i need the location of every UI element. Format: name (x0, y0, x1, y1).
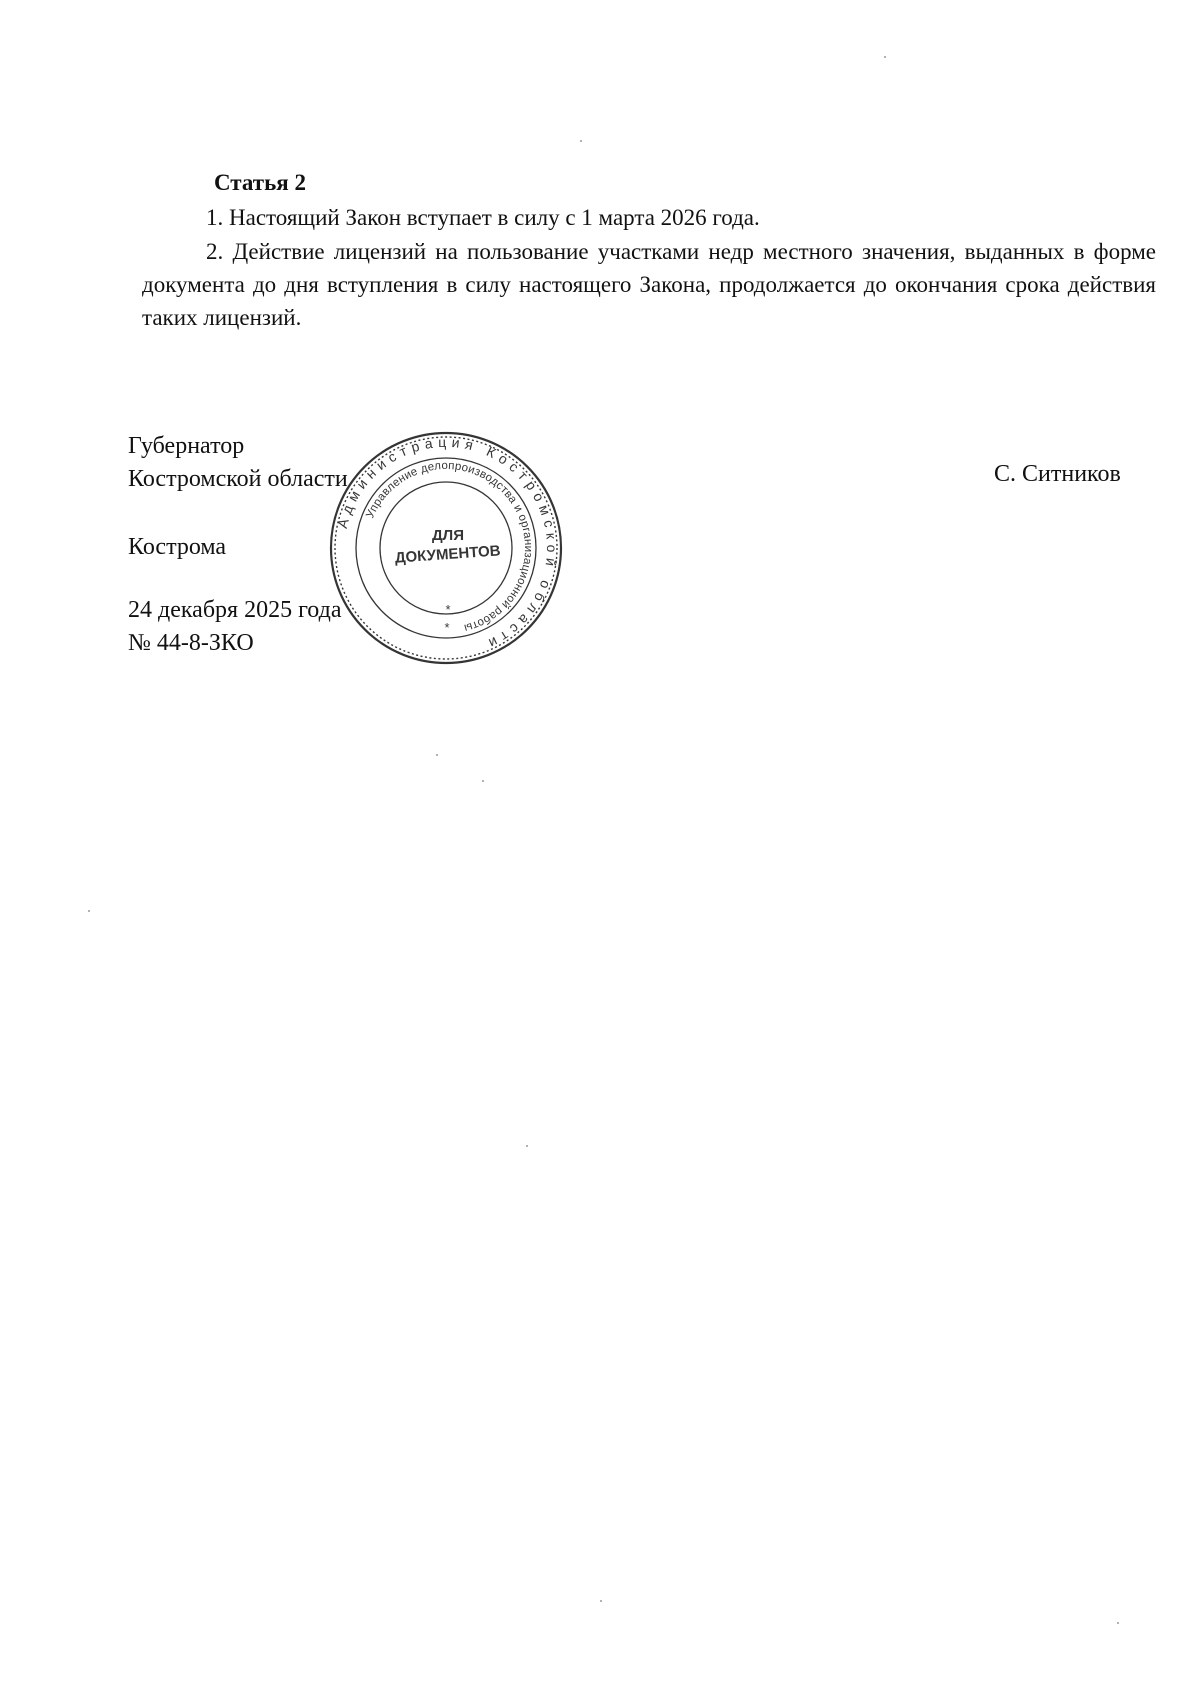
seal-star-top: * (445, 602, 451, 617)
seal-star-bottom: * (444, 620, 450, 635)
scan-speck (884, 56, 886, 58)
signing-date: 24 декабря 2025 года (128, 597, 342, 623)
scan-speck (580, 140, 582, 142)
scan-speck (1117, 1622, 1119, 1624)
scan-speck (436, 754, 438, 756)
scan-speck (482, 780, 484, 782)
article-paragraph-1: 1. Настоящий Закон вступает в силу с 1 марта 2026 года. (206, 205, 760, 230)
article-heading: Статья 2 (214, 170, 306, 195)
seal-graphic (326, 428, 566, 668)
signatory-title-line-1: Губернатор (128, 433, 245, 459)
seal-center-line-2: ДОКУМЕНТОВ (394, 542, 502, 567)
scan-speck (526, 1145, 528, 1147)
article-paragraph-2: 2. Действие лицензий на пользование участками недр местного значения, выданных в форме документа до дня вступления в силу настоящего Закона, продолжается до окончания срока действия таких лицензий. (142, 239, 1156, 330)
law-number: № 44-8-ЗКО (128, 630, 254, 656)
place-of-signing: Кострома (128, 534, 227, 560)
seal-center-line-1: ДЛЯ (432, 527, 464, 544)
scan-speck (88, 910, 90, 912)
scan-speck (600, 1600, 602, 1602)
signatory-name: С. Ситников (994, 461, 1121, 487)
official-seal (326, 428, 566, 668)
seal-outer-text: Администрация Костромской области (333, 433, 561, 654)
seal-inner-text: Управление делопроизводства и организационной работы (364, 459, 535, 634)
signatory-title-line-2: Костромской области (128, 466, 348, 492)
